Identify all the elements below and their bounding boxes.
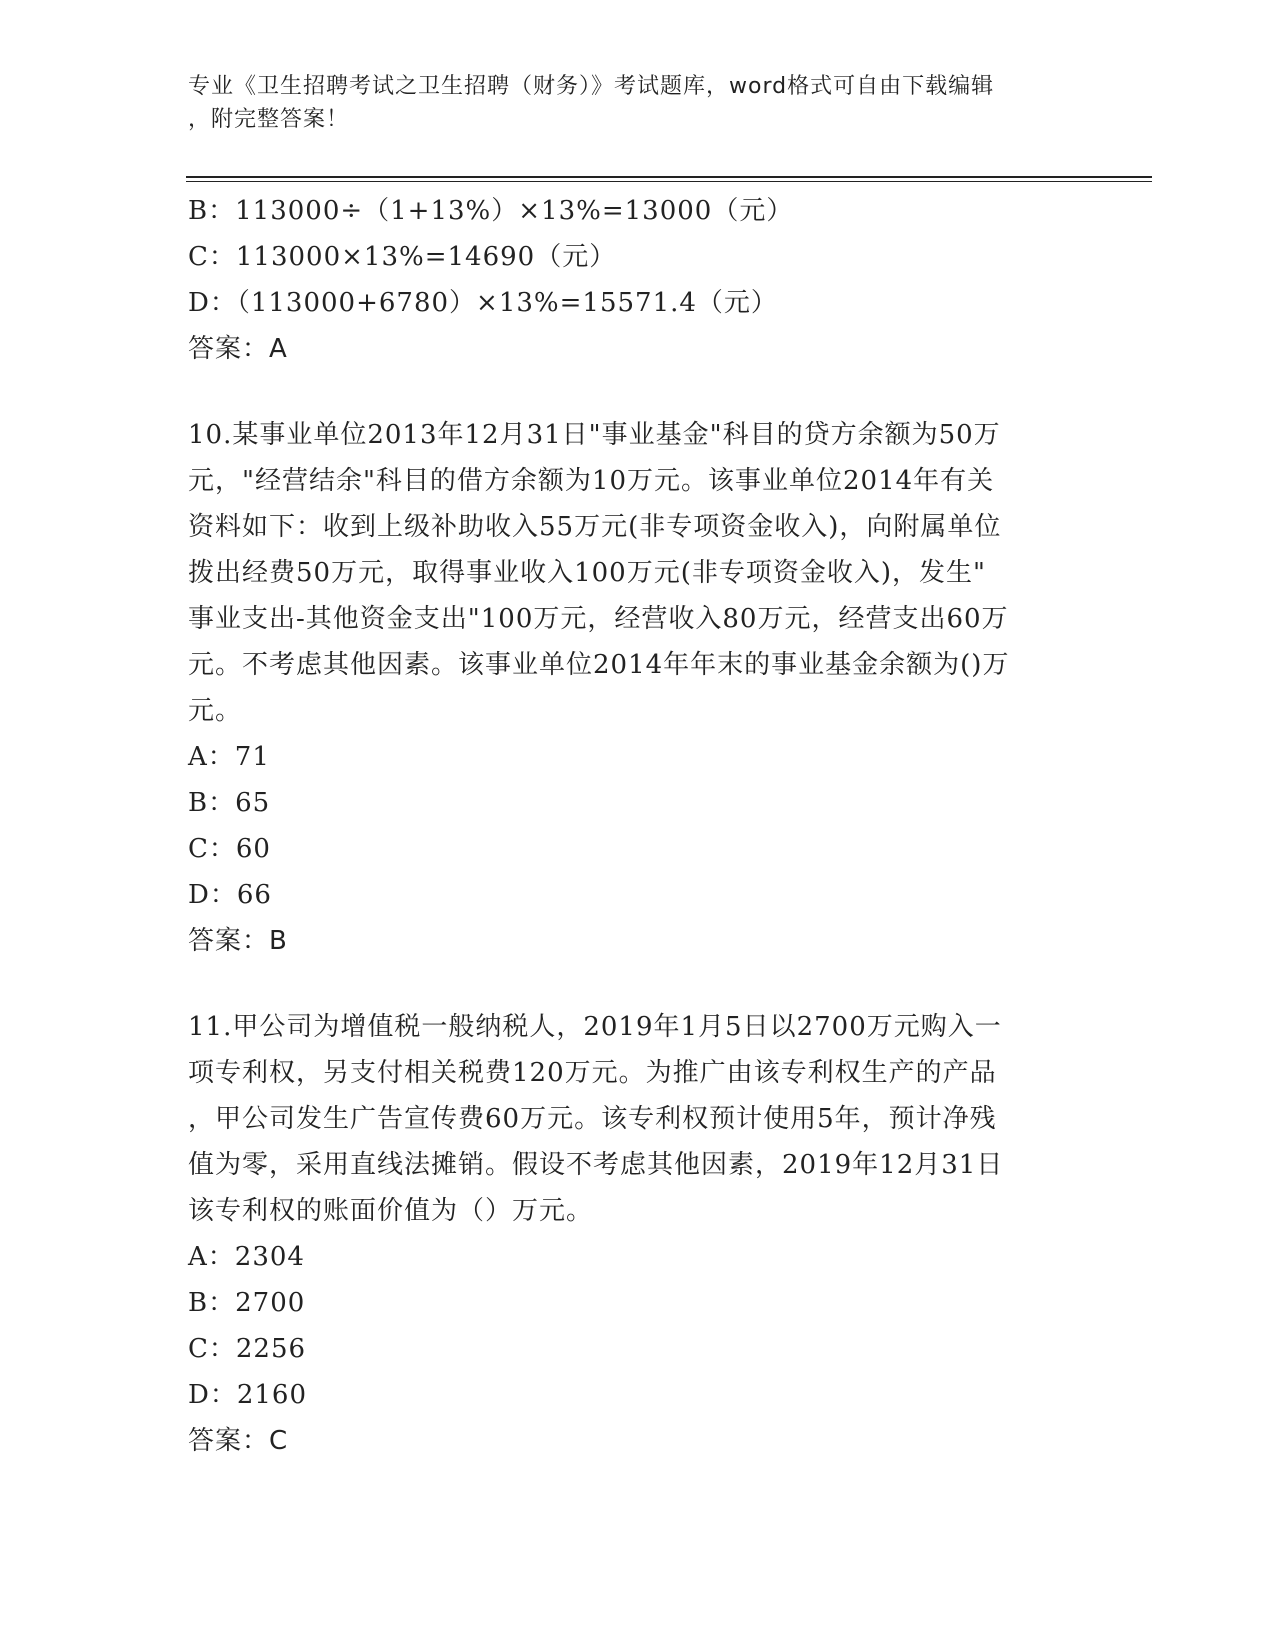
question-stem-line: 事业支出-其他资金支出"100万元，经营收入80万元，经营支出60万 [188, 604, 1009, 634]
option-b: B：65 [188, 788, 271, 818]
document-header [188, 70, 1068, 136]
question-stem-line: ，甲公司发生广告宣传费60万元。该专利权预计使用5年，预计净残 [188, 1104, 997, 1134]
option-b: B：2700 [188, 1288, 306, 1318]
question-10-block [188, 412, 1088, 964]
question-stem-line: 拨出经费50万元，取得事业收入100万元(非专项资金收入)，发生" [188, 558, 986, 588]
question-stem-line: 元。 [188, 696, 243, 726]
spacer [188, 372, 1088, 412]
question-stem-line: 资料如下：收到上级补助收入55万元(非专项资金收入)，向附属单位 [188, 512, 1002, 542]
option-a: A：71 [188, 742, 270, 772]
answer-line: 答案：B [188, 926, 288, 956]
question-stem-line: 10.某事业单位2013年12月31日"事业基金"科目的贷方余额为50万 [188, 420, 1001, 450]
option-d: D：2160 [188, 1380, 308, 1410]
question-stem-line: 11.甲公司为增值税一般纳税人，2019年1月5日以2700万元购入一 [188, 1012, 1002, 1042]
spacer [188, 964, 1088, 1004]
option-d: D：（113000+6780）×13%=15571.4（元） [188, 288, 778, 318]
option-c: C：2256 [188, 1334, 307, 1364]
question-stem-line: 元，"经营结余"科目的借方余额为10万元。该事业单位2014年有关 [188, 466, 995, 496]
question-stem-line: 值为零，采用直线法摊销。假设不考虑其他因素，2019年12月31日 [188, 1150, 1004, 1180]
question-11-block [188, 1004, 1088, 1464]
option-b: B：113000÷（1+13%）×13%=13000（元） [188, 196, 794, 226]
answer-line: 答案：A [188, 334, 288, 364]
header-line-2: ，附完整答案！ [188, 107, 350, 132]
header-divider-thick [186, 176, 1152, 178]
option-c: C：113000×13%=14690（元） [188, 242, 617, 272]
question-stem-line: 项专利权，另支付相关税费120万元。为推广由该专利权生产的产品 [188, 1058, 997, 1088]
option-d: D：66 [188, 880, 272, 910]
prev-question-block [188, 188, 1088, 372]
document-body [188, 188, 1088, 1464]
option-a: A：2304 [188, 1242, 305, 1272]
header-divider-thin [186, 181, 1152, 182]
option-c: C：60 [188, 834, 271, 864]
header-line-1: 专业《卫生招聘考试之卫生招聘（财务）》考试题库，word格式可自由下载编辑 [188, 74, 995, 99]
question-stem-line: 元。不考虑其他因素。该事业单位2014年年末的事业基金余额为()万 [188, 650, 1010, 680]
question-stem-line: 该专利权的账面价值为（）万元。 [188, 1196, 594, 1226]
answer-line: 答案：C [188, 1426, 289, 1456]
